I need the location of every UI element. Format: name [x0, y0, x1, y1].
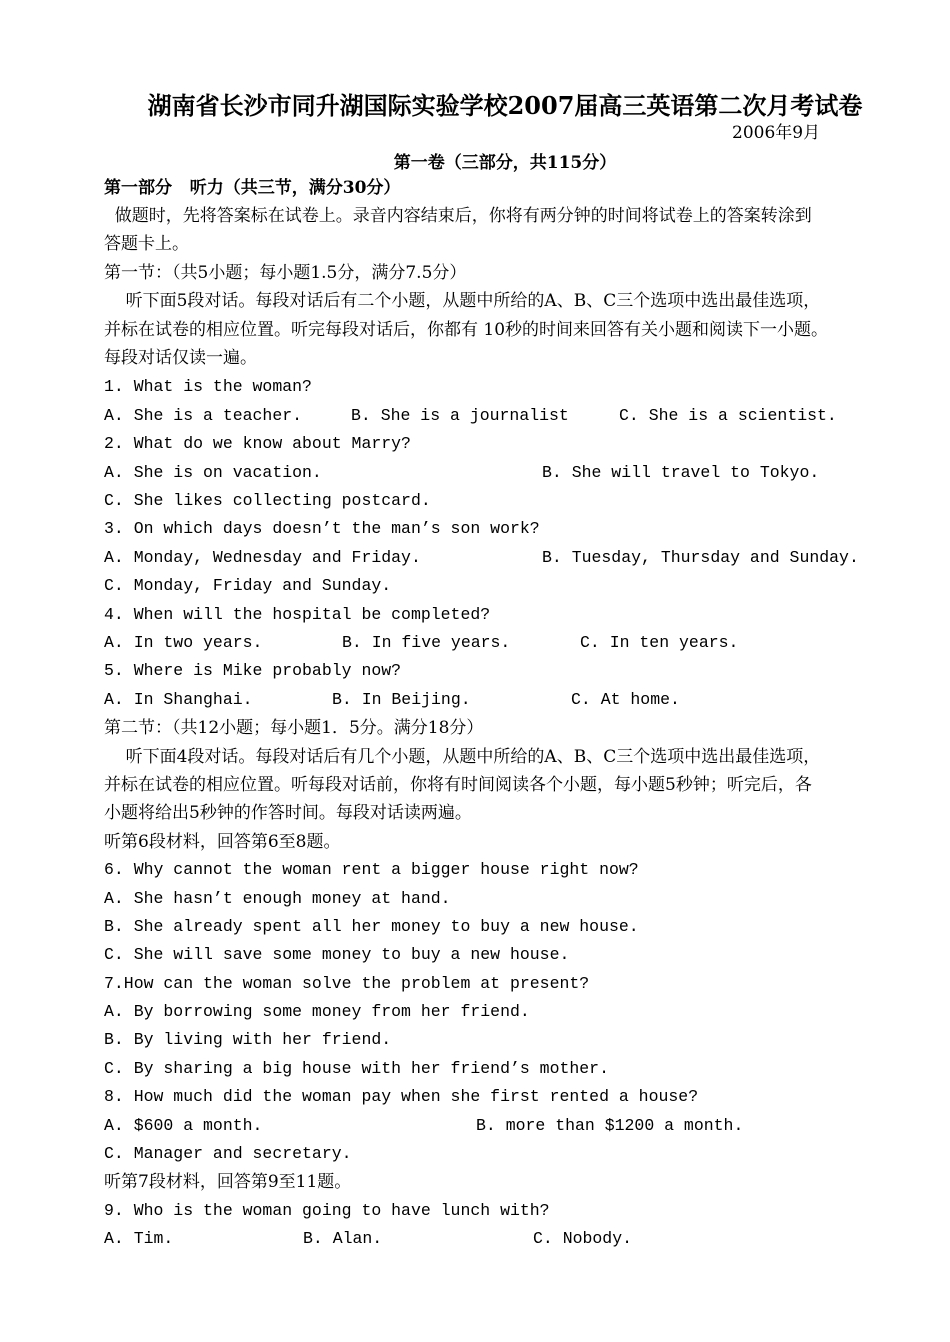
- question-9-option-c: C. Nobody.: [533, 1229, 633, 1248]
- question-5-option-a: A. In Shanghai.: [104, 690, 253, 709]
- exam-title: 湖南省长沙市同升湖国际实验学校2007届高三英语第二次月考试卷: [147, 91, 863, 120]
- section1-heading: 第一节：（共5小题；每小题1.5分，满分7.5分）: [104, 263, 467, 283]
- question-1-option-a: A. She is a teacher.: [104, 406, 303, 425]
- section1-instr-line2: 并标在试卷的相应位置。听完每段对话后，你都有 10秒的时间来回答有关小题和阅读下一小题。: [104, 320, 829, 340]
- question-8-option-c: C. Manager and secretary.: [104, 1144, 352, 1163]
- question-5: 5. Where is Mike probably now?: [104, 661, 402, 680]
- question-3: 3. On which days doesn’t the man’s son work?: [104, 519, 540, 538]
- question-8: 8. How much did the woman pay when she first rented a house?: [104, 1087, 699, 1106]
- section2-heading: 第二节：（共12小题；每小题1．5分。满分18分）: [104, 718, 484, 738]
- material-6-label: 听第6段材料，回答第6至8题。: [104, 832, 341, 852]
- question-4-option-a: A. In two years.: [104, 633, 263, 652]
- section2-instr-line3: 小题将给出5秒钟的作答时间。每段对话读两遍。: [104, 803, 472, 823]
- question-5-option-b: B. In Beijing.: [332, 690, 471, 709]
- section1-instr-line1: 听下面5段对话。每段对话后有二个小题，从题中所给的A、B、C三个选项中选出最佳选项，: [104, 291, 821, 311]
- question-8-option-a: A. $600 a month.: [104, 1116, 263, 1135]
- question-1: 1. What is the woman?: [104, 377, 312, 396]
- question-1-option-c: C. She is a scientist.: [619, 406, 837, 425]
- question-8-option-b: B. more than $1200 a month.: [476, 1116, 744, 1135]
- question-3-option-a: A. Monday, Wednesday and Friday.: [104, 548, 421, 567]
- question-7-option-c: C. By sharing a big house with her friend’s mother.: [104, 1059, 609, 1078]
- question-6-option-c: C. She will save some money to buy a new house.: [104, 945, 570, 964]
- part1-intro-line2: 答题卡上。: [104, 234, 189, 254]
- question-9-option-a: A. Tim.: [104, 1229, 174, 1248]
- question-6-option-a: A. She hasn’t enough money at hand.: [104, 889, 451, 908]
- section2-instr-line1: 听下面4段对话。每段对话后有几个小题，从题中所给的A、B、C三个选项中选出最佳选项，: [104, 747, 821, 767]
- question-7-option-b: B. By living with her friend.: [104, 1030, 392, 1049]
- question-4-option-b: B. In five years.: [342, 633, 511, 652]
- question-4-option-c: C. In ten years.: [580, 633, 739, 652]
- section1-instr-line3: 每段对话仅读一遍。: [104, 348, 257, 368]
- question-7: 7.How can the woman solve the problem at present?: [104, 974, 590, 993]
- part1-heading: 第一部分 听力（共三节，满分30分）: [104, 178, 401, 198]
- question-5-option-c: C. At home.: [571, 690, 680, 709]
- section2-instr-line2: 并标在试卷的相应位置。听每段对话前，你将有时间阅读各个小题，每小题5秒钟；听完后，各: [104, 775, 812, 795]
- question-6-option-b: B. She already spent all her money to buy a new house.: [104, 917, 639, 936]
- volume-heading: 第一卷（三部分，共115分）: [393, 153, 617, 173]
- question-9-option-b: B. Alan.: [303, 1229, 383, 1248]
- question-6: 6. Why cannot the woman rent a bigger house right now?: [104, 860, 639, 879]
- question-9: 9. Who is the woman going to have lunch with?: [104, 1201, 550, 1220]
- question-2-option-b: B. She will travel to Tokyo.: [542, 463, 820, 482]
- question-3-option-b: B. Tuesday, Thursday and Sunday.: [542, 548, 859, 567]
- part1-intro-line1: 做题时，先将答案标在试卷上。录音内容结束后，你将有两分钟的时间将试卷上的答案转涂到: [104, 206, 812, 226]
- question-2: 2. What do we know about Marry?: [104, 434, 411, 453]
- question-1-option-b: B. She is a journalist: [351, 406, 569, 425]
- question-7-option-a: A. By borrowing some money from her friend.: [104, 1002, 530, 1021]
- exam-date: 2006年9月: [732, 123, 821, 143]
- material-7-label: 听第7段材料，回答第9至11题。: [104, 1172, 352, 1192]
- question-2-option-a: A. She is on vacation.: [104, 463, 322, 482]
- question-2-option-c: C. She likes collecting postcard.: [104, 491, 431, 510]
- question-3-option-c: C. Monday, Friday and Sunday.: [104, 576, 392, 595]
- question-4: 4. When will the hospital be completed?: [104, 605, 491, 624]
